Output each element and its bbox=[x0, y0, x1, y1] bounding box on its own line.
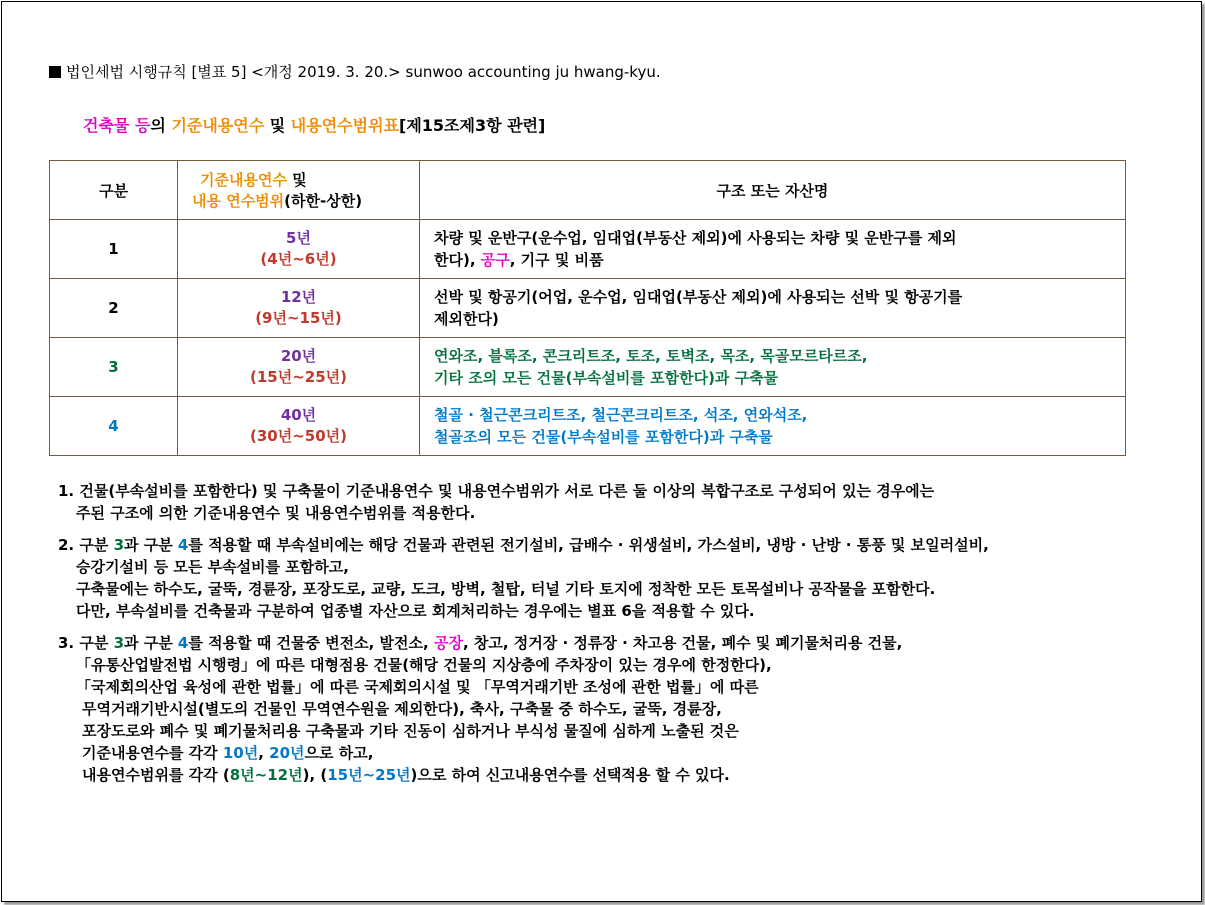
row-description: 차량 및 운반구(운수업, 임대업(부동산 제외)에 사용되는 차량 및 운반구를 제외 한다), 공구, 기구 및 비품 bbox=[420, 220, 1126, 279]
header-life-range: 기준내용연수 및 내용 연수범위(하한-상한) bbox=[178, 161, 420, 220]
table-row bbox=[50, 279, 1126, 338]
document-header bbox=[49, 61, 661, 82]
title-part-buildings: 건축물 등 bbox=[83, 116, 151, 135]
row-number: 2 bbox=[50, 279, 178, 338]
row-life: 20년 (15년~25년) bbox=[178, 338, 420, 397]
title-part-and: 및 bbox=[264, 116, 291, 135]
row-description: 연와조, 블록조, 콘크리트조, 토조, 토벽조, 목조, 목골모르타르조, 기타 조의 모든 건물(부속설비를 포함한다)과 구축물 bbox=[420, 338, 1126, 397]
useful-life-table bbox=[49, 160, 1126, 456]
title-part-standard-life: 기준내용연수 bbox=[171, 116, 265, 135]
row-description: 철골 · 철근콘크리트조, 철근콘크리트조, 석조, 연와석조, 철골조의 모든 건물(부속설비를 포함한다)과 구축물 bbox=[420, 397, 1126, 456]
header-text: 법인세법 시행규칙 [별표 5] <개정 2019. 3. 20.> sunwoo accounting ju hwang-kyu. bbox=[66, 63, 661, 81]
notes-section bbox=[58, 480, 989, 796]
note-3: 3. 구분 3과 구분 4를 적용할 때 건물중 변전소, 발전소, 공장, 창고, 정거장 · 정류장 · 차고용 건물, 폐수 및 폐기물처리용 건물, 「유통산업발전법 시행령」에 따른 대형점용 건물(해당 건물의 지상층에 주차장이 있는 경우에 한정한다), 「국제회의산업 육성에 관한 법률」에 따른 국제회의시설 및 「무역거래기반 조성에 관한 법률」에 따른 무역거래기반시설(별도의 건물인 무역연수원을 제외한다), 축사, 구축물 중 하수도, 굴뚝, 경륜장, 포장도로와 폐수 및 폐기물처리용 구축물과 기타 진동이 심하거나 부식성 물질에 심하게 노출된 것은 기준내용연수를 각각 10년, 20년으로 하고, 내용연수범위를 각각 (8년~12년), (15년~25년)으로 하여 신고내용연수를 선택적용 할 수 있다. bbox=[58, 634, 903, 784]
row-number: 1 bbox=[50, 220, 178, 279]
table-row bbox=[50, 220, 1126, 279]
header-category: 구분 bbox=[50, 161, 178, 220]
table-row bbox=[50, 338, 1126, 397]
header-structure-asset: 구조 또는 자산명 bbox=[420, 161, 1126, 220]
note-2: 2. 구분 3과 구분 4를 적용할 때 부속설비에는 해당 건물과 관련된 전기설비, 급배수 · 위생설비, 가스설비, 냉방 · 난방 · 통풍 및 보일러설비, 승강기설비 등 모든 부속설비를 포함하고, 구축물에는 하수도, 굴뚝, 경륜장, 포장도로, 교량, 도크, 방벽, 철탑, 터널 기타 토지에 정착한 모든 토목설비나 공작물을 포함한다. 다만, 부속설비를 건축물과 구분하여 업종별 자산으로 회계처리하는 경우에는 별표 6을 적용할 수 있다. bbox=[58, 536, 989, 620]
document-title bbox=[83, 113, 545, 136]
table-row bbox=[50, 397, 1126, 456]
row-number: 3 bbox=[50, 338, 178, 397]
table-header-row bbox=[50, 161, 1126, 220]
title-part-range-table: 내용연수범위표 bbox=[290, 116, 399, 135]
row-life: 5년 (4년~6년) bbox=[178, 220, 420, 279]
row-description: 선박 및 항공기(어업, 운수업, 임대업(부동산 제외)에 사용되는 선박 및 항공기를 제외한다) bbox=[420, 279, 1126, 338]
square-bullet-icon bbox=[49, 66, 61, 78]
title-part-reference: [제15조제3항 관련] bbox=[399, 116, 546, 135]
title-part-of: 의 bbox=[150, 116, 172, 135]
row-life: 40년 (30년~50년) bbox=[178, 397, 420, 456]
row-number: 4 bbox=[50, 397, 178, 456]
note-1: 1. 건물(부속설비를 포함한다) 및 구축물이 기준내용연수 및 내용연수범위가 서로 다른 둘 이상의 복합구조로 구성되어 있는 경우에는 주된 구조에 의한 기준내용연수 및 내용연수범위를 적용한다. bbox=[58, 482, 935, 522]
row-life: 12년 (9년~15년) bbox=[178, 279, 420, 338]
